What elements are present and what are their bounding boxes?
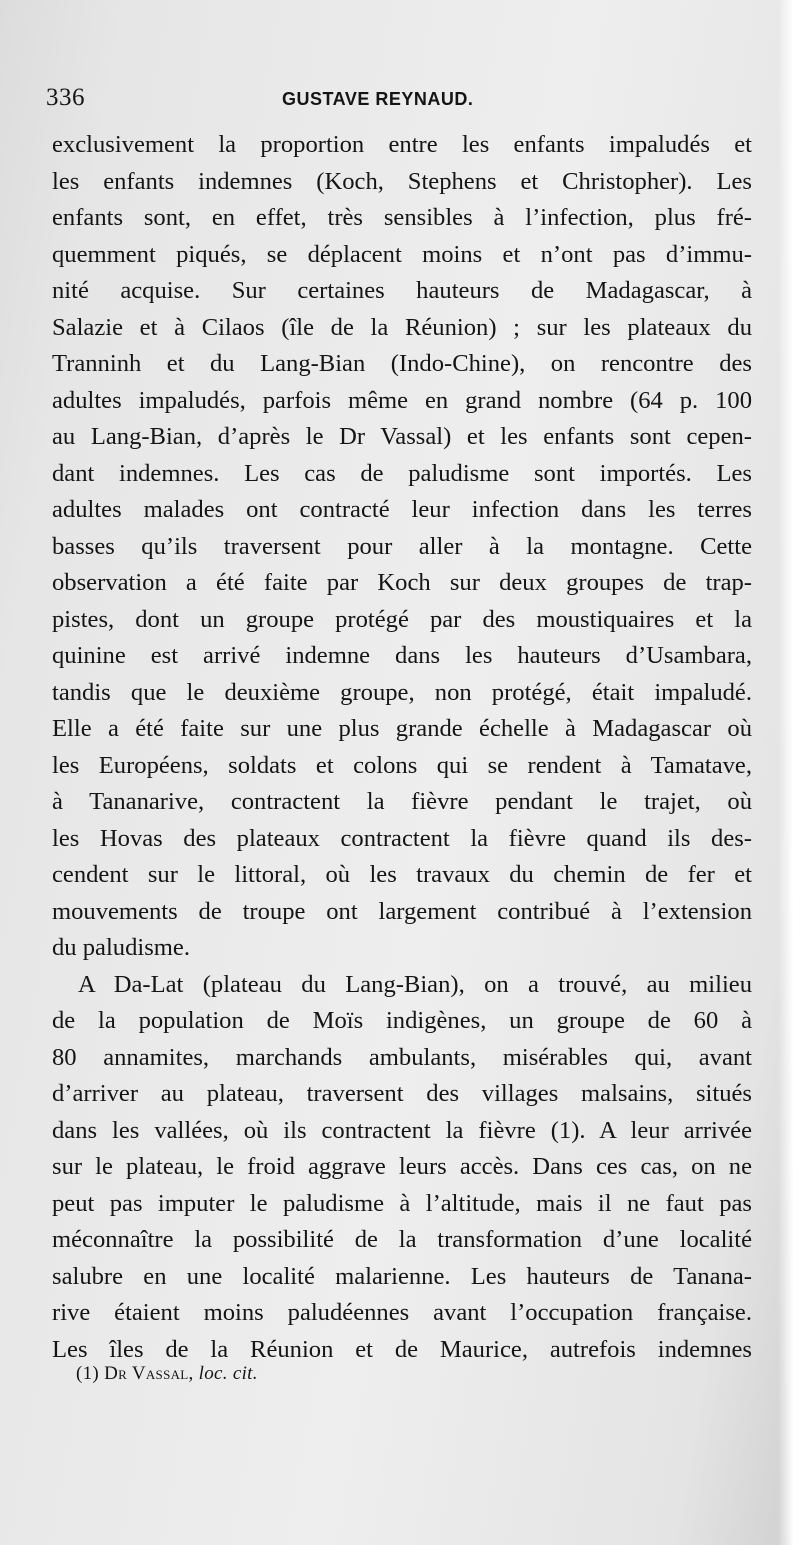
text-line: exclusivement la proportion entre les enfants impaludés et [52, 131, 752, 158]
text-line: dant indemnes. Les cas de paludisme sont importés. Les [52, 459, 752, 487]
text-line: tandis que le deuxième groupe, non protégé, était impaludé. [52, 678, 752, 706]
text-line: Tranninh et du Lang-Bian (Indo-Chine), on rencontre des [52, 350, 752, 377]
footnote-marker: (1) [76, 1363, 100, 1384]
text-line: peut pas imputer le paludisme à l’altitude, mais il ne faut pas [52, 1189, 752, 1217]
text-line: A Da-Lat (plateau du Lang-Bian), on a trouvé, au milieu [78, 970, 752, 998]
running-head: GUSTAVE REYNAUD. [282, 89, 474, 109]
footnote-citation: loc. cit. [198, 1363, 258, 1384]
text-line: Salazie et à Cilaos (île de la Réunion) ; sur les plateaux du [52, 313, 752, 341]
text-line: quinine est arrivé indemne dans les hauteurs d’Usambara, [52, 642, 752, 669]
page-edge [778, 0, 800, 1545]
text-line: mouvements de troupe ont largement contribué à l’extension [52, 897, 752, 925]
text-line: méconnaître la possibilité de la transformation d’une localité [52, 1226, 752, 1253]
text-line: enfants sont, en effet, très sensibles à l’infection, plus fré- [52, 204, 752, 231]
footnote-author: Dr Vassal, [104, 1363, 194, 1384]
footnote [76, 1363, 258, 1385]
text-line: basses qu’ils traversent pour aller à la montagne. Cette [52, 532, 752, 560]
text-line: 80 annamites, marchands ambulants, misérables qui, avant [52, 1043, 752, 1071]
page-number: 336 [46, 84, 85, 111]
text-line: les enfants indemnes (Koch, Stephens et Christopher). Les [52, 167, 752, 195]
text-line: Elle a été faite sur une plus grande échelle à Madagascar où [52, 715, 752, 742]
text-line: pistes, dont un groupe protégé par des moustiquaires et la [52, 605, 752, 633]
text-line: salubre en une localité malarienne. Les hauteurs de Tanana- [52, 1262, 752, 1290]
paragraph [52, 127, 752, 967]
text-line: dans les vallées, où ils contractent la fièvre (1). A leur arrivée [52, 1116, 752, 1144]
text-line: du paludisme. [52, 934, 190, 961]
body-text [52, 127, 752, 1368]
text-line: les Hovas des plateaux contractent la fièvre quand ils des- [52, 824, 752, 852]
text-line: Les îles de la Réunion et de Maurice, autrefois indemnes [52, 1335, 752, 1363]
text-line: nité acquise. Sur certaines hauteurs de Madagascar, à [52, 277, 752, 304]
text-line: quemment piqués, se déplacent moins et n’ont pas d’immu- [52, 240, 752, 268]
text-line: observation a été faite par Koch sur deux groupes de trap- [52, 569, 752, 596]
text-line: les Européens, soldats et colons qui se rendent à Tamatave, [52, 751, 752, 779]
text-line: rive étaient moins paludéennes avant l’occupation française. [52, 1299, 752, 1326]
text-line: au Lang-Bian, d’après le Dr Vassal) et les enfants sont cepen- [52, 423, 752, 450]
text-line: adultes malades ont contracté leur infection dans les terres [52, 496, 752, 523]
paragraph [52, 967, 752, 1369]
text-line: d’arriver au plateau, traversent des villages malsains, situés [52, 1080, 752, 1107]
text-line: adultes impaludés, parfois même en grand nombre (64 p. 100 [52, 386, 752, 414]
text-line: à Tananarive, contractent la fièvre pendant le trajet, où [52, 788, 752, 815]
text-line: cendent sur le littoral, où les travaux du chemin de fer et [52, 861, 752, 888]
text-line: de la population de Moïs indigènes, un groupe de 60 à [52, 1007, 752, 1034]
page-header [46, 84, 746, 118]
text-line: sur le plateau, le froid aggrave leurs accès. Dans ces cas, on ne [52, 1153, 752, 1180]
